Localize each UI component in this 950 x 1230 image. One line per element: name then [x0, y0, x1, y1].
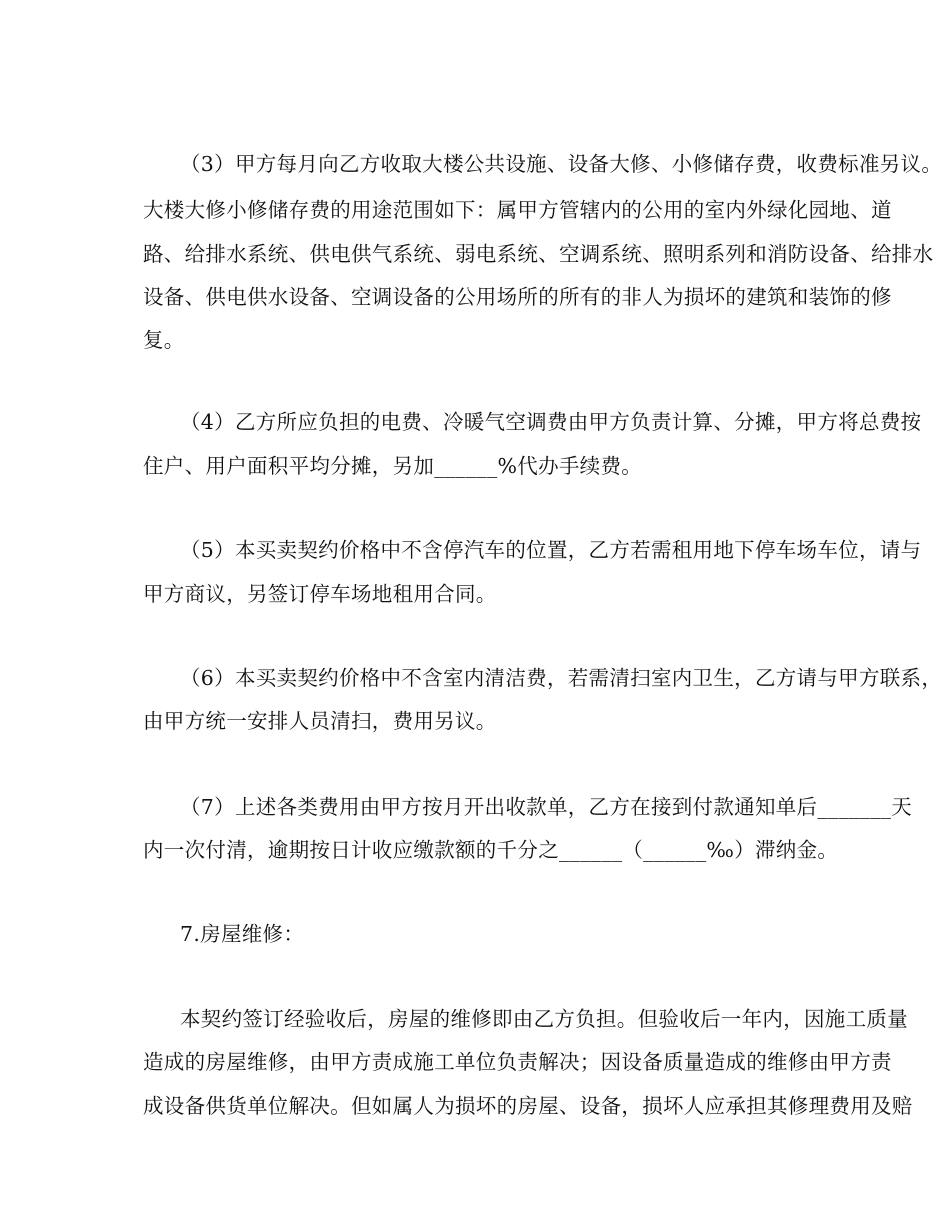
- paragraph-6-line-2: 由甲方统一安排人员清扫，费用另议。: [143, 709, 497, 733]
- paragraph-7-line-2: 内一次付清，逾期按日计收应缴款额的千分之______（______‰）滞纳金。: [143, 838, 839, 862]
- repair-paragraph-line-1: 本契约签订经验收后，房屋的维修即由乙方负担。但验收后一年内，因施工质量: [180, 1007, 908, 1031]
- repair-paragraph-line-3: 成设备供货单位解决。但如属人为损坏的房屋、设备，损坏人应承担其修理费用及赔: [143, 1094, 913, 1118]
- paragraph-5-line-1: （5）本买卖契约价格中不含停汽车的位置，乙方若需租用地下停车场车位，请与: [180, 538, 922, 562]
- paragraph-7-line-1: （7）上述各类费用由甲方按月开出收款单，乙方在接到付款通知单后_______天: [180, 795, 912, 819]
- paragraph-3-line-2: 大楼大修小修储存费的用途范围如下：属甲方管辖内的公用的室内外绿化园地、道: [143, 198, 892, 222]
- paragraph-3-line-4: 设备、供电供水设备、空调设备的公用场所的所有的非人为损坏的建筑和装饰的修: [143, 285, 892, 309]
- paragraph-3-line-3: 路、给排水系统、供电供气系统、弱电系统、空调系统、照明系列和消防设备、给排水: [143, 242, 934, 266]
- paragraph-5-line-2: 甲方商议，另签订停车场地租用合同。: [143, 582, 497, 606]
- paragraph-3-line-1: （3）甲方每月向乙方收取大楼公共设施、设备大修、小修储存费，收费标准另议。: [180, 152, 943, 176]
- repair-paragraph-line-2: 造成的房屋维修，由甲方责成施工单位负责解决；因设备质量造成的维修由甲方责: [143, 1050, 892, 1074]
- paragraph-4-line-1: （4）乙方所应负担的电费、冷暖气空调费由甲方负责计算、分摊，甲方将总费按: [180, 410, 922, 434]
- paragraph-3-line-5: 复。: [143, 328, 185, 352]
- paragraph-6-line-1: （6）本买卖契约价格中不含室内清洁费，若需清扫室内卫生，乙方请与甲方联系，: [180, 666, 943, 690]
- section-heading-house-repair: 7.房屋维修：: [180, 922, 305, 946]
- paragraph-4-line-2: 住户、用户面积平均分摊，另加______%代办手续费。: [143, 454, 643, 478]
